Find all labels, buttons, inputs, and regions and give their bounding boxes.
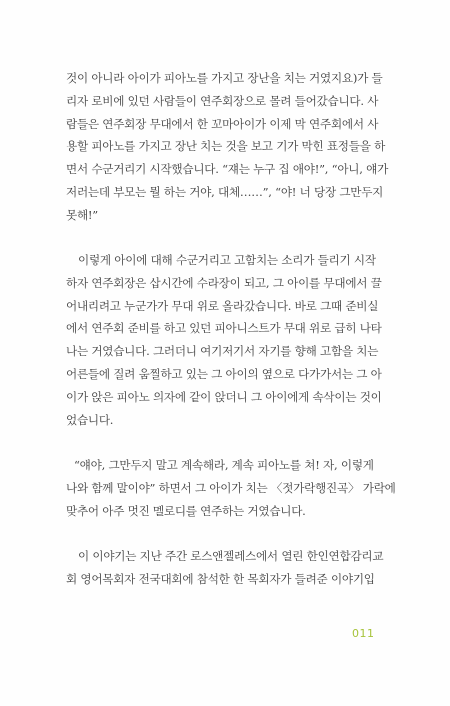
- text-line: 하자 연주회장은 삽시간에 수라장이 되고, 그 아이를 무대에서 끌: [66, 275, 382, 290]
- text-line: 어른들에 질려 움찔하고 있는 그 아이의 옆으로 다가가서는 그 아: [66, 366, 382, 381]
- text-line: 리자 로비에 있던 사람들이 연주회장으로 몰려 들어갔습니다. 사: [66, 93, 379, 108]
- text-line: 저러는데 부모는 뭘 하는 거야, 대체……”, “야! 너 당장 그만두지: [66, 184, 384, 199]
- text-line: “얘야, 그만두지 말고 계속해라, 계속 피아노를 쳐! 자, 이렇게: [74, 458, 374, 472]
- page-number: 011: [352, 627, 375, 640]
- paragraph-2: [66, 249, 386, 431]
- text-line: 못해!”: [66, 207, 98, 222]
- text-line: 에서 연주회 준비를 하고 있던 피아니스트가 무대 위로 급히 나타: [66, 321, 382, 336]
- text-line: 나와 함께 말이야” 하면서 그 아이가 치는 〈젓가락행진곡〉 가락에: [66, 480, 396, 495]
- text-line: 나는 거였습니다. 그러더니 여기저기서 자기를 향해 고함을 치는: [66, 344, 379, 359]
- text-line: 어내리려고 누군가가 무대 위로 올라갔습니다. 바로 그때 준비실: [66, 298, 379, 313]
- text-line: 맞추어 아주 멋진 멜로디를 연주하는 거였습니다.: [66, 503, 306, 518]
- paragraph-4: [66, 545, 386, 591]
- text-line: 이 이야기는 지난 주간 로스앤젤레스에서 열린 한인연합감리교: [78, 549, 384, 563]
- text-line: 용할 피아노를 가지고 장난 치는 것을 보고 기가 막힌 표정들을 하: [66, 139, 386, 154]
- text-line: 람들은 연주회장 무대에서 한 꼬마아이가 이제 막 연주회에서 사: [66, 116, 379, 131]
- text-line: 면서 수군거리기 시작했습니다. “쟤는 누구 집 애야!”, “아니, 얘가: [66, 162, 389, 177]
- text-line: 이렇게 아이에 대해 수군거리고 고함치는 소리가 들리기 시작: [78, 253, 376, 267]
- paragraph-3: [66, 454, 396, 522]
- text-line: 것이 아니라 아이가 피아노를 가지고 장난을 치는 거였지요)가 들: [66, 71, 383, 85]
- paragraph-1: [66, 67, 389, 227]
- text-line: 회 영어목회자 전국대회에 참석한 한 목회자가 들려준 이야기입: [66, 571, 375, 586]
- text-line: 이가 앉은 피아노 의자에 같이 앉더니 그 아이에게 속삭이는 것이: [66, 389, 382, 404]
- text-line: 었습니다.: [66, 412, 114, 427]
